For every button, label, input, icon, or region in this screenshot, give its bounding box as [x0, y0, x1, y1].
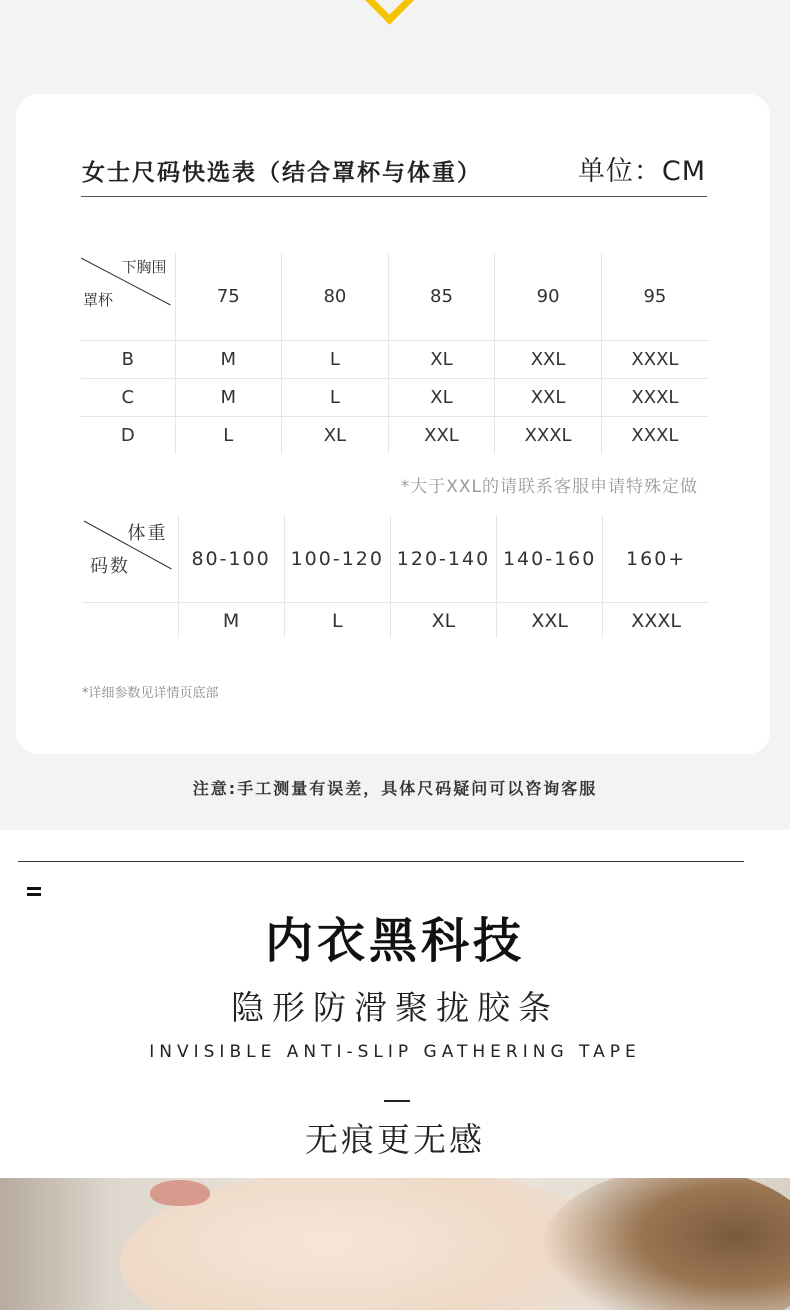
- table-cell: XL: [282, 417, 389, 455]
- table-cell: L: [284, 603, 390, 639]
- row-label: B: [81, 341, 175, 379]
- oversize-note: *大于XXL的请联系客服申请特殊定做: [400, 477, 698, 497]
- menu-icon: [27, 887, 41, 897]
- table-cell: XXL: [497, 603, 603, 639]
- table-cell: XXXL: [601, 341, 708, 379]
- cup-size-table: [81, 253, 708, 454]
- column-header: 120-140: [390, 515, 496, 603]
- feature-subtitle-en: INVISIBLE ANTI-SLIP GATHERING TAPE: [149, 1042, 641, 1062]
- table-cell: XXXL: [603, 603, 709, 639]
- table-row: [81, 379, 708, 417]
- table-cell: M: [175, 379, 282, 417]
- details-note: *详细参数见详情页底部: [82, 686, 219, 701]
- title-divider: [81, 196, 707, 197]
- table-cell: L: [282, 341, 389, 379]
- table-cell: XXXL: [601, 417, 708, 455]
- model-lips: [150, 1180, 210, 1206]
- corner-label-weight: 体重: [127, 523, 168, 544]
- table-cell: M: [175, 341, 282, 379]
- section-divider: [18, 861, 744, 862]
- chevron-down-icon: [363, 0, 415, 25]
- short-divider: [384, 1100, 410, 1102]
- table-row: [82, 603, 709, 639]
- table-cell: L: [175, 417, 282, 455]
- column-header: 80: [282, 253, 389, 341]
- corner-label-size: 码数: [90, 556, 130, 577]
- measurement-caution: 注意:手工测量有误差，具体尺码疑问可以咨询客服: [192, 779, 598, 798]
- feature-section: [0, 830, 790, 1178]
- photo-shadow: [0, 1178, 110, 1310]
- column-header: 95: [601, 253, 708, 341]
- model-photo: [0, 1178, 790, 1310]
- column-header: 100-120: [284, 515, 390, 603]
- column-header: 140-160: [497, 515, 603, 603]
- corner-label-cup: 罩杯: [83, 291, 114, 309]
- feature-subtitle-cn: 隐形防滑聚拢胶条: [231, 988, 559, 1027]
- table-cell: L: [282, 379, 389, 417]
- row-label: C: [81, 379, 175, 417]
- card-unit: 单位：CM: [577, 156, 706, 187]
- table-header-row: [81, 253, 708, 341]
- table-cell: XL: [390, 603, 496, 639]
- table-cell: XXL: [388, 417, 495, 455]
- table-cell: XL: [388, 379, 495, 417]
- table-cell: XXXL: [495, 417, 602, 455]
- table-cell: M: [178, 603, 284, 639]
- card-title: 女士尺码快选表（结合罩杯与体重）: [82, 160, 482, 186]
- table-cell: XXXL: [601, 379, 708, 417]
- table-corner: [82, 515, 178, 603]
- model-hair: [540, 1178, 790, 1310]
- column-header: 85: [388, 253, 495, 341]
- table-cell: XXL: [495, 379, 602, 417]
- row-label: D: [81, 417, 175, 455]
- feature-tagline: 无痕更无感: [305, 1120, 485, 1159]
- column-header: 160+: [603, 515, 709, 603]
- corner-label-underbust: 下胸围: [121, 258, 167, 276]
- table-corner: [81, 253, 175, 341]
- size-chart-card: [16, 94, 770, 754]
- table-row: [81, 417, 708, 455]
- weight-size-table: [82, 515, 709, 638]
- row-label: [82, 603, 178, 639]
- column-header: 90: [495, 253, 602, 341]
- table-cell: XL: [388, 341, 495, 379]
- table-cell: XXL: [495, 341, 602, 379]
- table-row: [81, 341, 708, 379]
- column-header: 80-100: [178, 515, 284, 603]
- feature-title: 内衣黑科技: [264, 913, 525, 969]
- table-header-row: [82, 515, 709, 603]
- column-header: 75: [175, 253, 282, 341]
